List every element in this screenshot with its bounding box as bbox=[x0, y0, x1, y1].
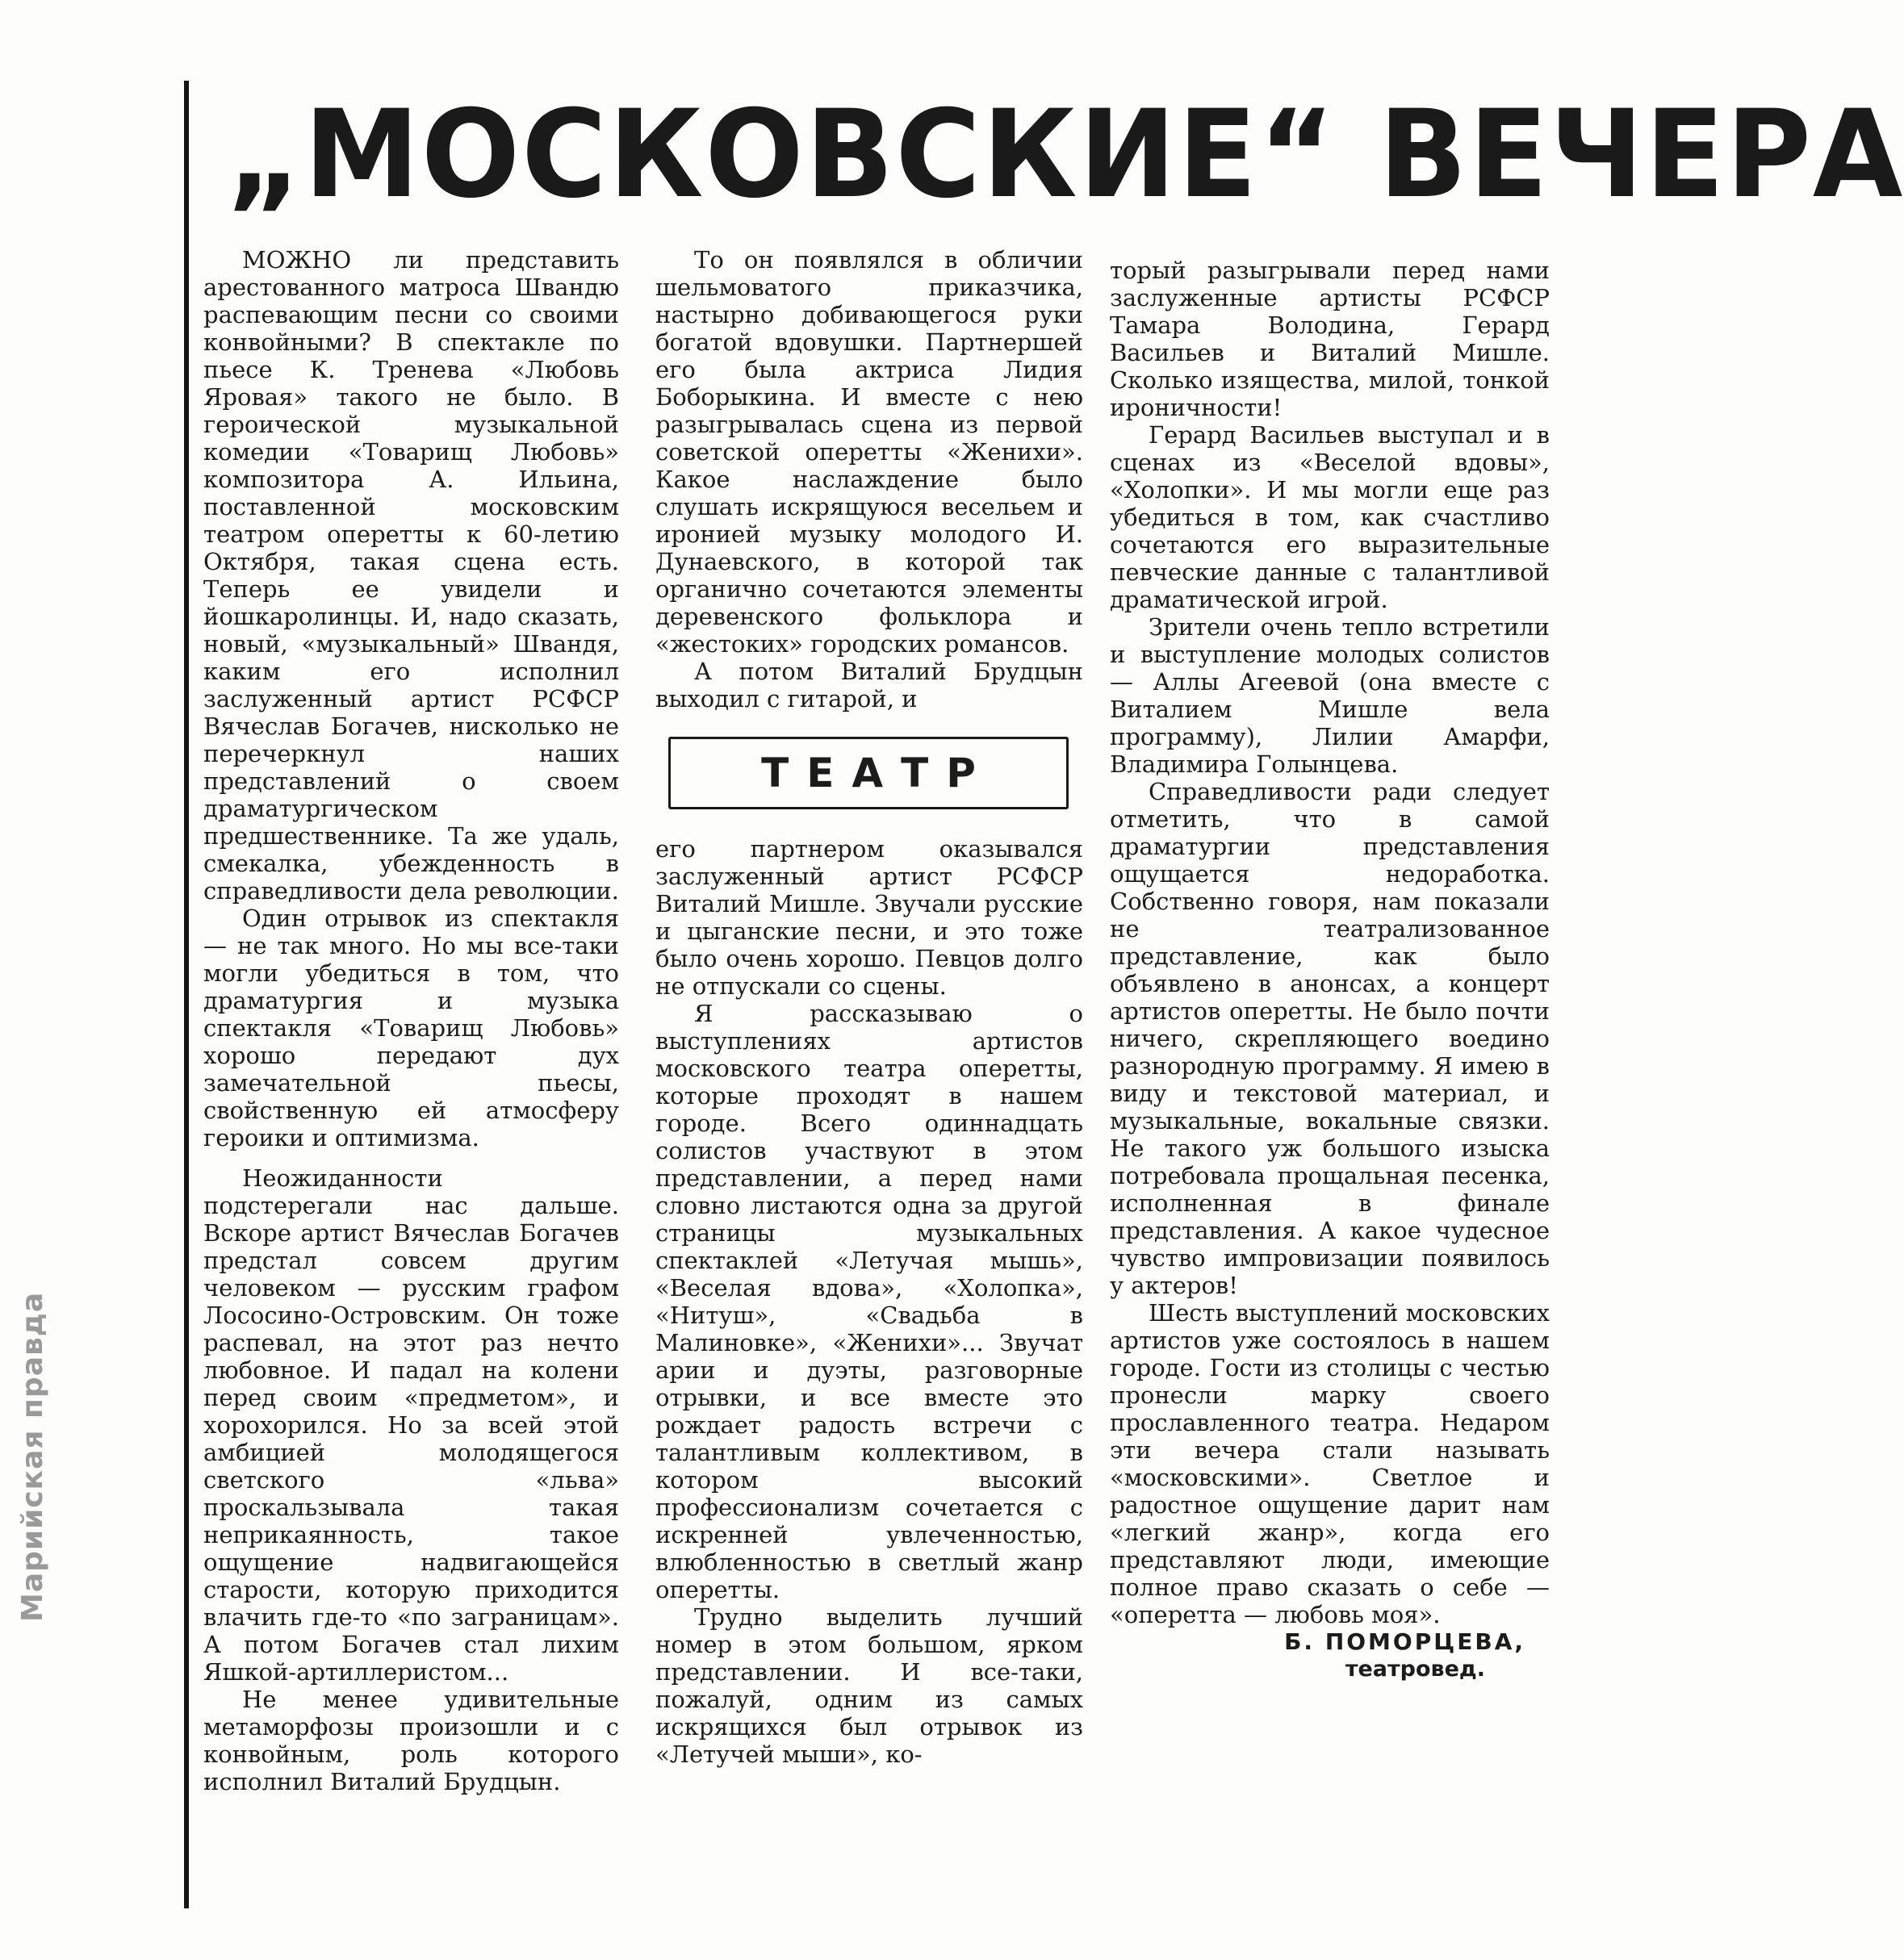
article-column-3 bbox=[1110, 257, 1550, 1919]
paragraph: его партнером оказывался заслуженный артист РСФСР Виталий Мишле. Звучали русские и цыганские песни, и это тоже было очень хорошо. Певцов долго не отпускали со сцены. bbox=[655, 835, 1083, 1000]
paragraph: Неожиданности подстерегали нас дальше. Вскоре артист Вячеслав Богачев предстал совсем другим человеком — русским графом Лососино-Островским. Он тоже распевал, на этот раз нечто любовное. И падал на колени перед своим «предметом», и хорохорился. Но за всей этой амбицией молодящегося светского «льва» проскальзывала такая неприкаянность, такое ощущение надвигающейся старости, которую приходится влачить где-то «по заграницам». А потом Богачев стал лихим Яшкой-артиллеристом... bbox=[203, 1164, 619, 1686]
author-signature: Б. ПОМОРЦЕВА, bbox=[1284, 1628, 1525, 1655]
article-headline: „МОСКОВСКИЕ“ ВЕЧЕРА bbox=[226, 85, 1904, 225]
paragraph: Герард Васильев выступал и в сценах из «Веселой вдовы», «Холопки». И мы могли еще раз убедиться в том, как счастливо сочетаются его выразительные певческие данные с талантливой драматической игрой. bbox=[1110, 421, 1550, 613]
paragraph: Трудно выделить лучший номер в этом большом, ярком представлении. И все-таки, пожалуй, одним из самых искрящихся был отрывок из «Летучей мыши», ко- bbox=[655, 1603, 1083, 1768]
article-column-2 bbox=[655, 246, 1083, 1908]
article-column-1 bbox=[203, 246, 619, 1908]
left-margin-rule bbox=[184, 81, 189, 1908]
paragraph: Справедливости ради следует отметить, что в самой драматургии представления ощущается недоработка. Собственно говоря, нам показали не театрализованное представление, как было объявлено в анонсах, а концерт артистов оперетты. Не было почти ничего, скрепляющего воедино разнородную программу. Я имею в виду и текстовой материал, и музыкальные, вокальные связки. Не такого уж большого изыска потребовала прощальная песенка, исполненная в финале представления. А какое чудесное чувство импровизации появилось у актеров! bbox=[1110, 778, 1550, 1299]
margin-handwritten-note: Марийская правда bbox=[16, 1291, 49, 1622]
paragraph: Не менее удивительные метаморфозы произошли и с конвойным, роль которого исполнил Виталий Брудцын. bbox=[203, 1686, 619, 1795]
paragraph: То он появлялся в обличии шельмоватого приказчика, настырно добивающегося руки богатой вдовушки. Партнершей его была актриса Лидия Боборыкина. И вместе с нею разыгрывалась сцена из первой советской оперетты «Женихи». Какое наслаждение было слушать искрящуюся весельем и иронией музыку молодого И. Дунаевского, в которой так органично сочетаются элементы деревенского фольклора и «жестоких» городских романсов. bbox=[655, 246, 1083, 658]
paragraph: Зрители очень тепло встретили и выступление молодых солистов — Аллы Агеевой (она вместе с Виталием Мишле вела программу), Лилии Амарфи, Владимира Голынцева. bbox=[1110, 613, 1550, 778]
paragraph: торый разыгрывали перед нами заслуженные артисты РСФСР Тамара Володина, Герард Васильев и Виталий Мишле. Сколько изящества, милой, тонкой ироничности! bbox=[1110, 257, 1550, 421]
paragraph: Один отрывок из спектакля — не так много. Но мы все-таки могли убедиться в том, что драматургия и музыка спектакля «Товарищ Любовь» хорошо передают дух замечательной пьесы, свойственную ей атмосферу героики и оптимизма. bbox=[203, 905, 619, 1151]
section-rubric-box: ТЕАТР bbox=[668, 737, 1069, 809]
author-role: театровед. bbox=[1345, 1657, 1485, 1682]
paragraph: МОЖНО ли представить арестованного матроса Швандю распевающим песни со своими конвойными? В спектакле по пьесе К. Тренева «Любовь Яровая» такого не было. В героической музыкальной комедии «Товарищ Любовь» композитора А. Ильина, поставленной московским театром оперетты к 60-летию Октября, такая сцена есть. Теперь ее увидели и йошкаролинцы. И, надо сказать, новый, «музыкальный» Швандя, каким его исполнил заслуженный артист РСФСР Вячеслав Богачев, нисколько не перечеркнул наших представлений о своем драматургическом предшественнике. Та же удаль, смекалка, убежденность в справедливости дела революции. bbox=[203, 246, 619, 905]
paragraph: Я рассказываю о выступлениях артистов московского театра оперетты, которые проходят в нашем городе. Всего одиннадцать солистов участвуют в этом представлении, а перед нами словно листаются одна за другой страницы музыкальных спектаклей «Летучая мышь», «Веселая вдова», «Холопка», «Нитуш», «Свадьба в Малиновке», «Женихи»... Звучат арии и дуэты, разговорные отрывки, и все вместе это рождает радость встречи с талантливым коллективом, в котором высокий профессионализм сочетается с искренней увлеченностью, влюбленностью в светлый жанр оперетты. bbox=[655, 1000, 1083, 1603]
paragraph: Шесть выступлений московских артистов уже состоялось в нашем городе. Гости из столицы с честью пронесли марку своего прославленного театра. Недаром эти вечера стали называть «московскими». Светлое и радостное ощущение дарит нам «легкий жанр», когда его представляют люди, имеющие полное право сказать о себе — «оперетта — любовь моя». bbox=[1110, 1299, 1550, 1628]
paragraph: А потом Виталий Брудцын выходил с гитарой, и bbox=[655, 658, 1083, 713]
